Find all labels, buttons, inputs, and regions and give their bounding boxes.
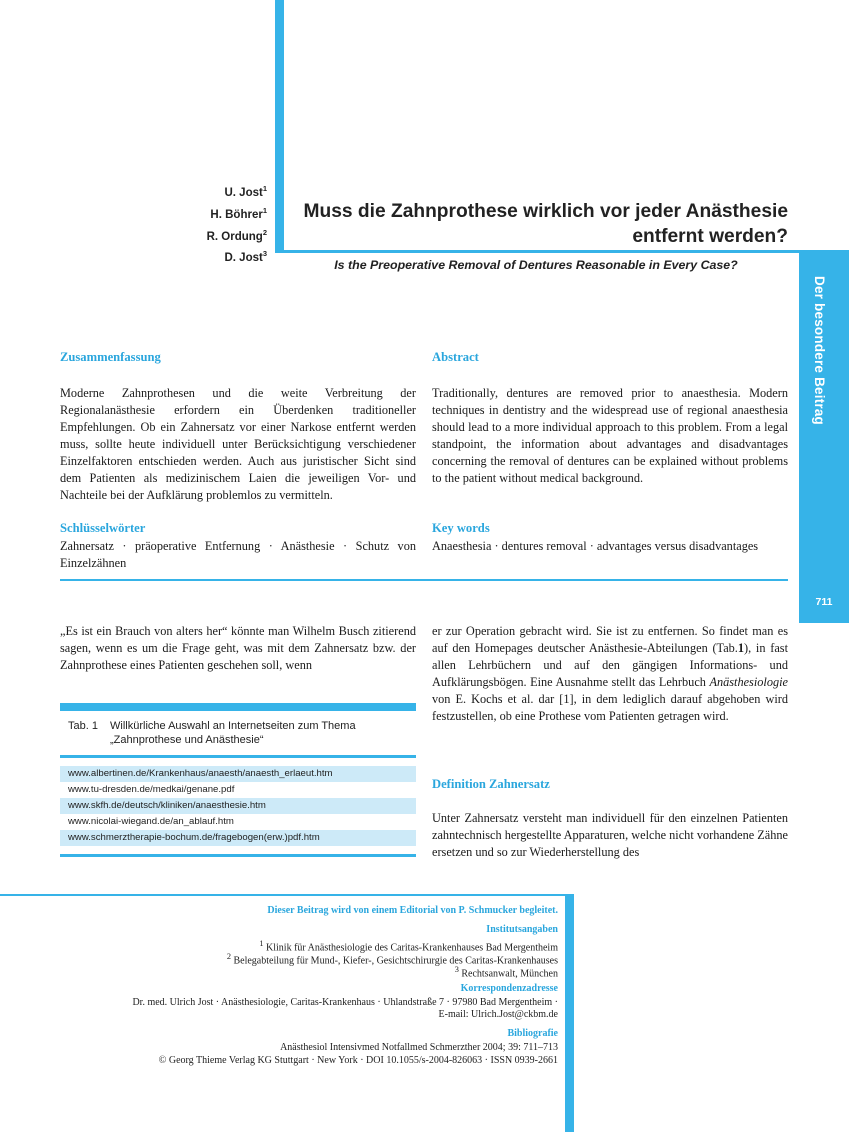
author-list <box>207 180 267 267</box>
table-row: www.schmerztherapie-bochum.de/fragebogen(erw.)pdf.htm <box>60 830 416 846</box>
footer-top-bar <box>0 894 565 896</box>
correspondence-email: E-mail: Ulrich.Jost@ckbm.de <box>438 1009 558 1020</box>
table-row: www.albertinen.de/Krankenhaus/anaesth/anaesth_erlaeut.htm <box>60 766 416 782</box>
body-paragraph: er zur Operation gebracht wird. Sie ist zu entfernen. So findet man es auf den Homepages deutscher Anästhesie-Abteilungen (Tab.1), in fast allen Lehrbüchern und auf den gängigen Informations- und Aufklärungsbögen. Eine Ausnahme stellt das Lehrbuch Anästhesiologie von E. Kochs et al. dar [1], in dem lediglich darauf abgehoben wird festzustellen, ob eine Prothese vom Patienten getragen wird. <box>432 624 788 723</box>
url-table <box>60 766 416 846</box>
section-heading: Definition Zahnersatz <box>432 777 550 791</box>
schluesselwoerter-text: Zahnersatz · präoperative Entfernung · Anästhesie · Schutz von Einzelzähnen <box>60 539 416 570</box>
table-caption <box>68 719 413 747</box>
keywords-text: Anaesthesia · dentures removal · advantages versus disadvantages <box>432 539 759 553</box>
side-section-label: Der besondere Beitrag <box>812 276 827 425</box>
body-intro-paragraph: „Es ist ein Brauch von alters her“ könnte man Wilhelm Busch zitierend sagen, wenn es um die Frage geht, was mit dem Zahnersatz bzw. der Zahnprothese eines Patienten geschehen soll, wenn <box>60 624 416 672</box>
institution-line: $^3$ Rechtsanwalt, München <box>454 965 558 980</box>
editorial-note: Dieser Beitrag wird von einem Editorial von P. Schmucker begleitet. <box>267 905 558 916</box>
bibliography-doi: © Georg Thieme Verlag KG Stuttgart · New York · DOI 10.1055/s-2004-826063 · ISSN 0939-2661 <box>158 1055 558 1066</box>
institution-heading: Institutsangaben <box>486 924 558 935</box>
table-label: Tab. 1 <box>68 720 98 732</box>
top-accent-bar <box>275 0 284 250</box>
table-row: www.skfh.de/deutsch/kliniken/anaesthesie.htm <box>60 798 416 814</box>
table-row: www.tu-dresden.de/medkai/genane.pdf <box>68 784 235 795</box>
footer-side-bar <box>565 894 574 1132</box>
bibliography-citation: Anästhesiol Intensivmed Notfallmed Schmerzther 2004; 39: 711–713 <box>280 1042 558 1053</box>
bibliography-heading: Bibliografie <box>507 1028 558 1039</box>
correspondence-heading: Korrespondenzadresse <box>460 983 558 994</box>
table-row: www.nicolai-wiegand.de/an_ablauf.htm <box>68 816 234 827</box>
article-subtitle: Is the Preoperative Removal of Dentures Reasonable in Every Case? <box>334 258 738 272</box>
table-separator <box>60 755 416 758</box>
keywords-heading: Key words <box>432 521 490 535</box>
article-title: Muss die Zahnprothese wirklich vor jeder Anästhesie entfernt werden? <box>303 201 788 247</box>
abstract-heading: Abstract <box>432 350 479 364</box>
institution-line: $^1$ Klinik für Anästhesiologie des Caritas-Krankenhauses Bad Mergentheim <box>259 939 558 954</box>
author: H. Böhrer$^1$ <box>210 205 267 221</box>
table-caption-text: Willkürliche Auswahl an Internetseiten zum Thema „Zahnprothese und Anästhesie“ <box>110 720 356 746</box>
page-number: 711 <box>815 596 833 608</box>
correspondence-address: Dr. med. Ulrich Jost · Anästhesiologie, Caritas-Krankenhaus · Uhlandstraße 7 · 97980 Bad Mergentheim · <box>132 997 558 1008</box>
table-bottom-bar <box>60 854 416 857</box>
schluesselwoerter-heading: Schlüsselwörter <box>60 521 146 535</box>
title-underline-bar <box>275 250 799 253</box>
author: D. Jost$^3$ <box>224 249 267 265</box>
author: U. Jost$^1$ <box>224 184 267 199</box>
abstract-text: Traditionally, dentures are removed prior to anaesthesia. Modern techniques in dentistry and the widespread use of regional anaesthesia should lead to a more individual approach to this problem. From a legal standpoint, the information about advantages and disadvantages concerning the removal of dentures can be explained without problems to the patient without medical background. <box>432 386 788 485</box>
zusammenfassung-text: Moderne Zahnprothesen und die weite Verbreitung der Regionalanästhesie erfordern ein Überdenken traditioneller Empfehlungen. Ob ein Zahnersatz vor einer Narkose entfernt werden muss, sollte heute individuell unter Berücksichtigung verschiedener Einzelfaktoren entschieden werden. Auch aus juristischer Sicht sind dem Patienten als medizinischem Laien die jeweiligen Vor- und Nachteile bei der Aufklärung problemlos zu vermitteln. <box>60 386 416 502</box>
table-top-bar <box>60 703 416 711</box>
author: R. Ordung$^2$ <box>206 227 267 243</box>
abstract-divider <box>60 579 788 581</box>
institution-line: $^2$ Belegabteilung für Mund-, Kiefer-, Gesichtschirurgie des Caritas-Krankenhauses <box>226 952 558 967</box>
zusammenfassung-heading: Zusammenfassung <box>60 350 161 364</box>
body-paragraph-definition: Unter Zahnersatz versteht man individuell für den einzelnen Patienten zahntechnisch hergestellte Apparaturen, welche nicht vorhandene Zähne ersetzen und so zur Wiederherstellung des <box>432 811 788 859</box>
